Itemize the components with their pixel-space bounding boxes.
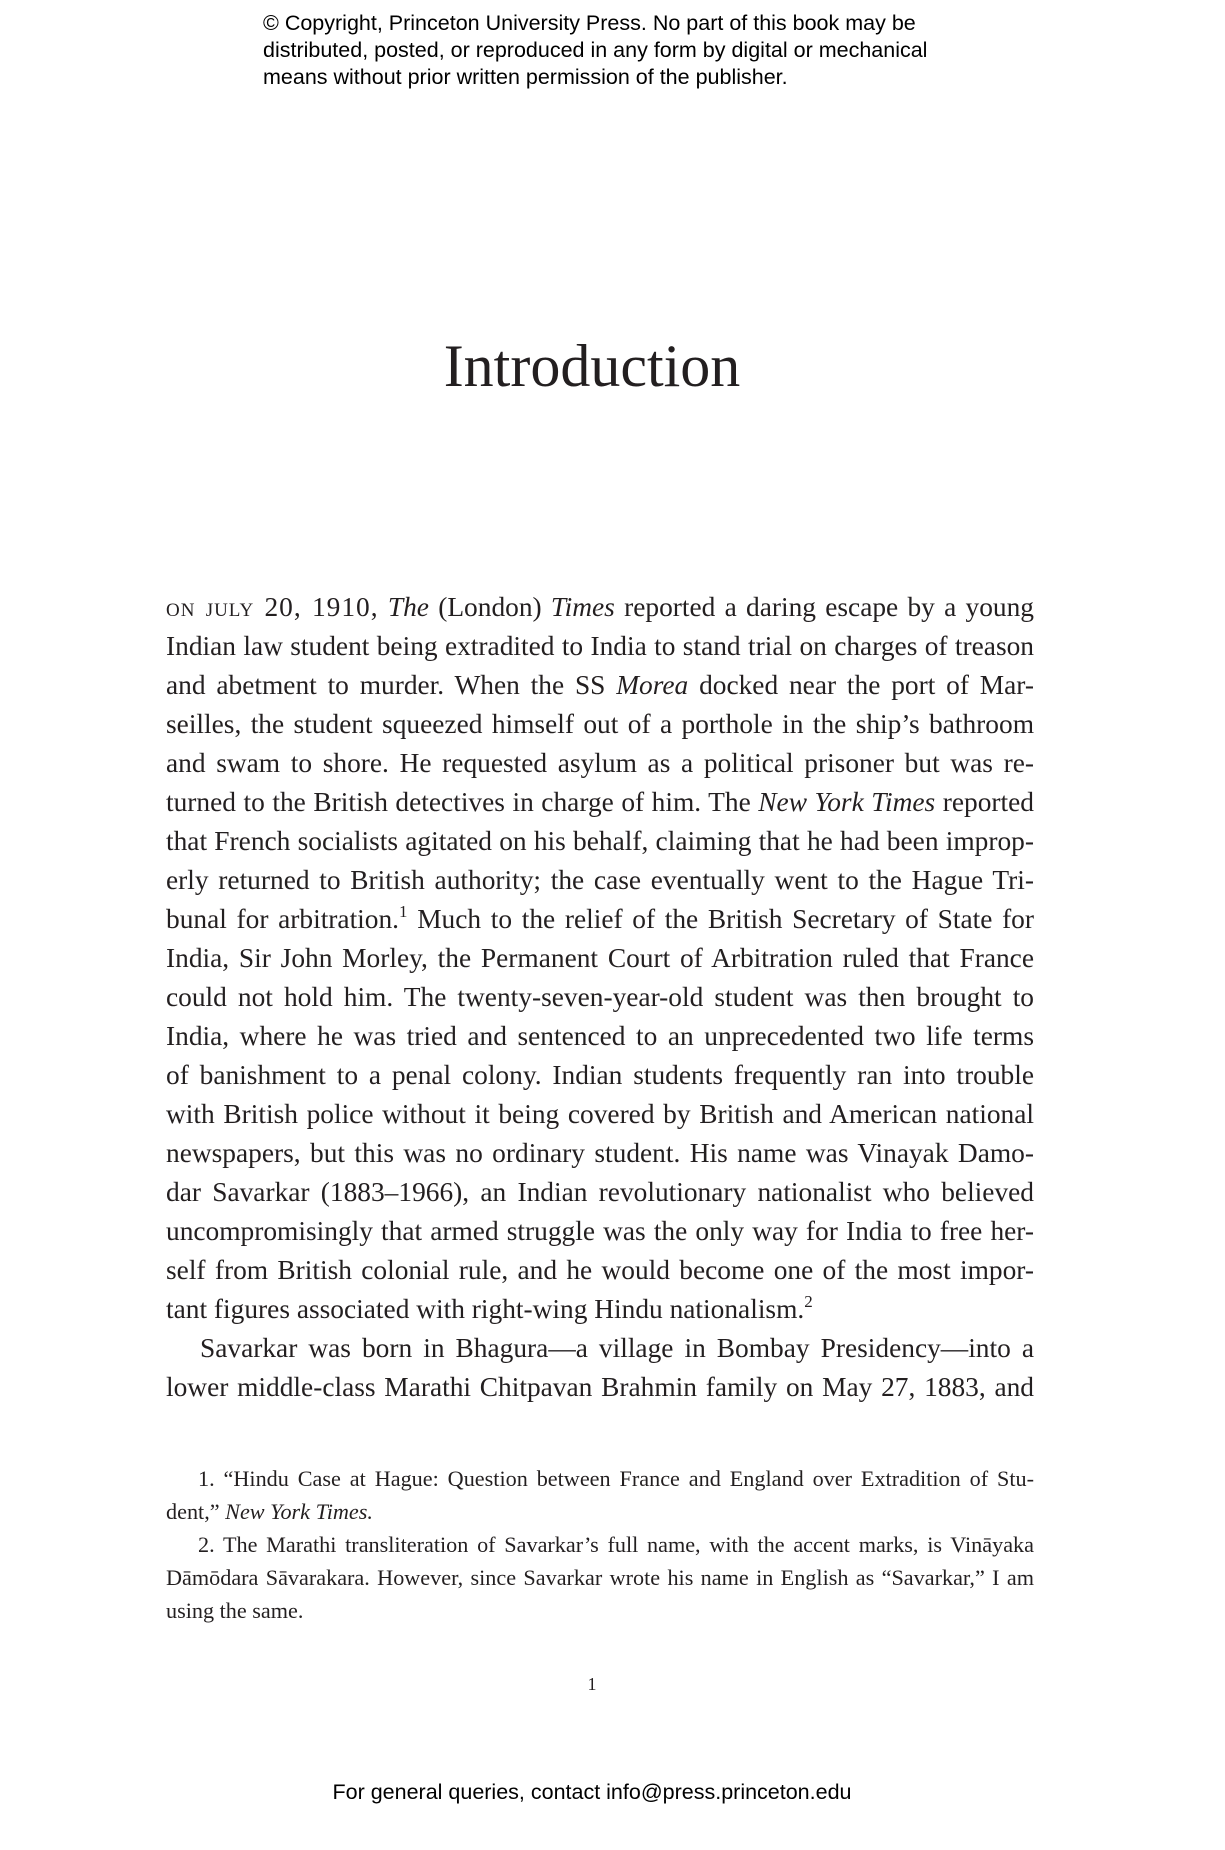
footnote-line: 2. The Marathi transliteration of Savarkar’s full name, with the accent marks, is Vināyaka (198, 1532, 1034, 1557)
footnote-2 (166, 1528, 1034, 1627)
chapter-title: Introduction (443, 333, 741, 399)
copyright-line: distributed, posted, or reproduced in any form by digital or mechanical (263, 38, 928, 62)
body-line: Indian law student being extradited to India to stand trial on charges of treason (166, 631, 1034, 661)
body-line: could not hold him. The twenty-seven-year-old student was then brought to (166, 982, 1034, 1012)
body-line: uncompromisingly that armed struggle was the only way for India to free her- (166, 1216, 1034, 1246)
body-line: India, Sir John Morley, the Permanent Court of Arbitration ruled that France (166, 943, 1034, 973)
body-line: newspapers, but this was no ordinary student. His name was Vinayak Damo- (166, 1138, 1034, 1168)
body-line: of banishment to a penal colony. Indian students frequently ran into trouble (166, 1060, 1034, 1090)
body-line: Savarkar was born in Bhagura—a village in Bombay Presidency—into a (200, 1333, 1034, 1363)
page-number: 1 (587, 1674, 597, 1694)
body-line: and abetment to murder. When the SS Morea docked near the port of Mar- (166, 670, 1034, 700)
body-line: India, where he was tried and sentenced to an unprecedented two life terms (166, 1021, 1034, 1051)
footnote-line: Dāmōdara Sāvarakara. However, since Savarkar wrote his name in English as “Savarkar,” I am (166, 1565, 1034, 1590)
body-line: on july 20, 1910, The (London) Times reported a daring escape by a young (166, 592, 1034, 622)
body-line: with British police without it being covered by British and American national (166, 1099, 1034, 1129)
copyright-line: means without prior written permission of the publisher. (263, 65, 788, 89)
body-line: lower middle-class Marathi Chitpavan Brahmin family on May 27, 1883, and (166, 1372, 1034, 1402)
body-line: bunal for arbitration.$^1$ Much to the relief of the British Secretary of State for (166, 902, 1035, 934)
footnote-1 (166, 1462, 1034, 1528)
body-line: turned to the British detectives in charge of him. The New York Times reported (166, 787, 1034, 817)
copyright-notice (263, 10, 1003, 91)
footnote-ref-1[interactable]: 1 (399, 902, 408, 921)
footnote-line: dent,” New York Times. (166, 1499, 373, 1524)
copyright-line: © Copyright, Princeton University Press. No part of this book may be (263, 11, 916, 35)
footnotes (166, 1462, 1034, 1627)
footnote-line: 1. “Hindu Case at Hague: Question between France and England over Extradition of Stu- (198, 1466, 1034, 1491)
body-line: and swam to shore. He requested asylum as a political prisoner but was re- (166, 748, 1034, 778)
body-line: seilles, the student squeezed himself out of a porthole in the ship’s bathroom (166, 709, 1034, 739)
body-line: self from British colonial rule, and he would become one of the most impor- (166, 1255, 1034, 1285)
footnote-line: using the same. (166, 1598, 304, 1623)
footnote-ref-2[interactable]: 2 (804, 1292, 813, 1311)
contact-footer: For general queries, contact info@press.princeton.edu (332, 1780, 852, 1804)
body-text (166, 588, 1034, 1407)
body-line: erly returned to British authority; the case eventually went to the Hague Tri- (166, 865, 1034, 895)
body-line: tant figures associated with right-wing Hindu nationalism.$^2$ (166, 1292, 813, 1324)
body-line: dar Savarkar (1883–1966), an Indian revolutionary nationalist who believed (166, 1177, 1034, 1207)
body-line: that French socialists agitated on his behalf, claiming that he had been improp- (166, 826, 1034, 856)
